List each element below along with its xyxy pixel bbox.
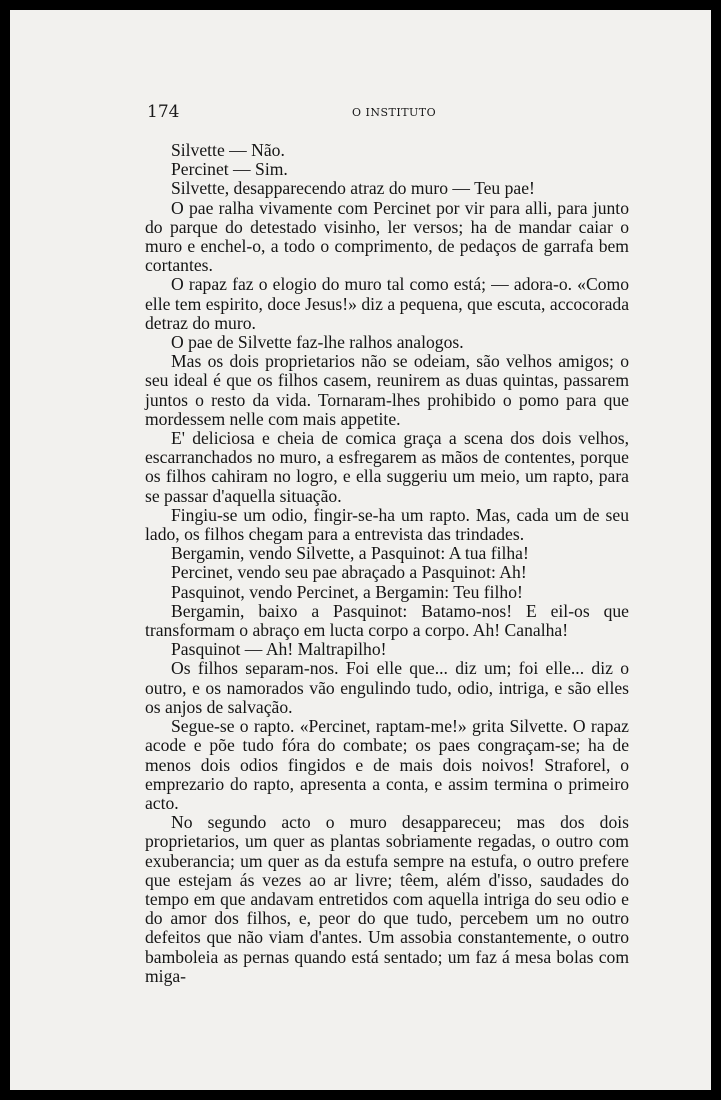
paragraph: Mas os dois proprietarios não se odeiam, são velhos amigos; o seu ideal é que os filhos casem, reunirem as duas quintas, passarem juntos o resto da vida. Tornaram-lhes prohibido o pomo para que mordessem nelle com mais appetite. [145,351,629,429]
page-header [147,102,437,126]
running-title: O INSTITUTO [352,106,437,119]
paragraph: Bergamin, vendo Silvette, a Pasquinot: A tua filha! [171,543,529,564]
paragraph: Percinet — Sim. [171,159,288,180]
paragraph: No segundo acto o muro desappareceu; mas dos dois proprietarios, um quer as plantas sobriamente regadas, o outro com exuberancia; um quer as da estufa sempre na estufa, o outro prefere que estejam ás vezes ao ar livre; têem, além d'isso, saudades do tempo em que andavam entretidos com aquella intriga do seu odio e do amor dos filhos, e, peor do que tudo, percebem um no outro defeitos que não viam d'antes. Um assobia constantemente, o outro bamboleia as pernas quando está sentado; um faz á mesa bolas com miga- [145,812,629,986]
paragraph: Segue-se o rapto. «Percinet, raptam-me!» grita Silvette. O rapaz acode e põe tudo fóra do combate; os paes congraçam-se; ha de menos dois odios fingidos e de mais dois noivos! Straforel, o emprezario do rapto, apresenta a conta, e assim termina o primeiro acto. [145,716,629,813]
paragraph: Silvette, desapparecendo atraz do muro — Teu pae! [171,178,535,199]
paragraph: Percinet, vendo seu pae abraçado a Pasquinot: Ah! [171,562,527,583]
paragraph: Bergamin, baixo a Pasquinot: Batamo-nos! E eil-os que transformam o abraço em lucta corpo a corpo. Ah! Canalha! [145,600,629,641]
paragraph: O pae de Silvette faz-lhe ralhos analogos. [171,332,464,353]
page-number: 174 [147,102,180,122]
body-text [145,141,629,986]
paragraph: Pasquinot, vendo Percinet, a Bergamin: Teu filho! [171,581,523,602]
paragraph: O pae ralha vivamente com Percinet por vir para alli, para junto do parque do detestado visinho, ler versos; ha de mandar caiar o muro e enchel-o, a todo o comprimento, de pedaços de garrafa bem cortantes. [145,197,629,276]
paragraph: Pasquinot — Ah! Maltrapilho! [171,639,387,660]
paragraph: Silvette — Não. [171,140,285,160]
paragraph: Fingiu-se um odio, fingir-se-ha um rapto. Mas, cada um de seu lado, os filhos chegam para a entrevista das trindades. [145,504,629,545]
book-page [10,10,711,1090]
paragraph: O rapaz faz o elogio do muro tal como está; — adora-o. «Como elle tem espirito, doce Jesus!» diz a pequena, que escuta, accocorada detraz do muro. [145,274,629,333]
paragraph: E' deliciosa e cheia de comica graça a scena dos dois velhos, escarranchados no muro, a esfregarem as mãos de contentes, porque os filhos cahiram no logro, e ella suggeriu um meio, um rapto, para se passar d'aquella situação. [145,428,629,506]
paragraph: Os filhos separam-nos. Foi elle que... diz um; foi elle... diz o outro, e os namorados vão engulindo tudo, odio, intriga, e são elles os anjos de salvação. [145,658,629,717]
